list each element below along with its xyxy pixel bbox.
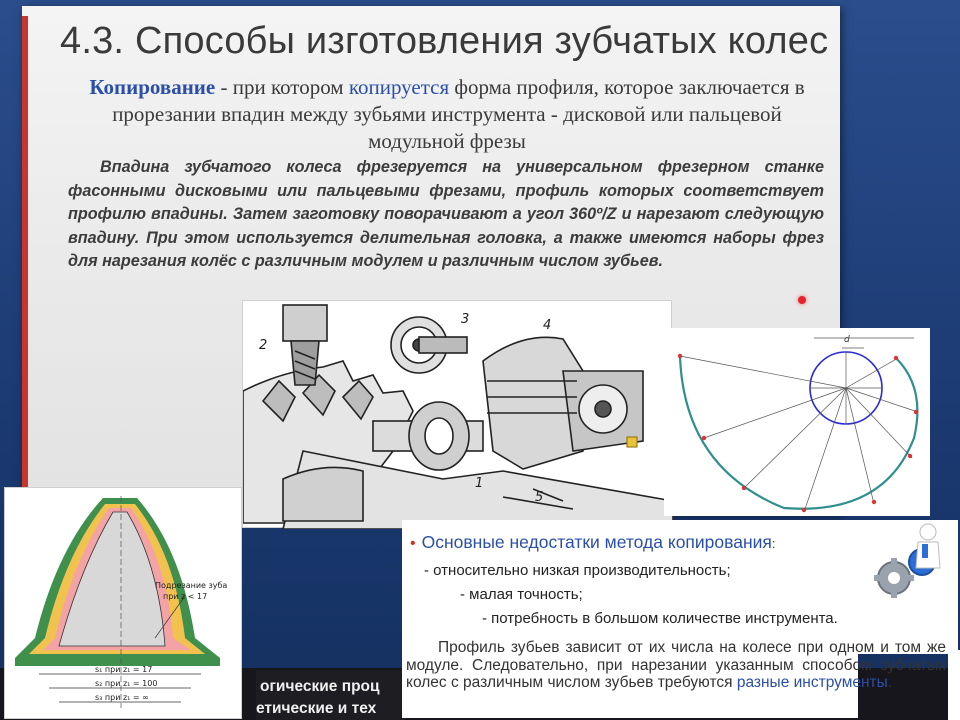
paragraph-text: Профиль зубьев зависит от их числа на колесе при одном и том же модуле. Следовательно, при нарезании указанным способом зубчатых колес с различным числом зубьев требуются — [406, 639, 946, 691]
disadvantages-paragraph — [406, 639, 946, 692]
tooth-profile-figure — [4, 487, 242, 719]
disadvantages-heading-text: Основные недостатки метода копирования — [421, 532, 772, 552]
machine-label-1: 1 — [475, 476, 484, 491]
laser-pointer-dot — [798, 296, 806, 304]
ribbon-line-1: огические проц — [260, 678, 380, 695]
intro-paragraph — [62, 74, 832, 155]
intro-part2: форма профиля, которое заключается в прорезании впадин между зубьями инструмента - дисковой или пальцевой модульной фрезы — [112, 75, 805, 153]
tooth-profile-drawing — [5, 488, 243, 720]
machine-label-3: 3 — [461, 312, 470, 327]
disadvantage-item-3: - потребность в большом количестве инструмента. — [482, 610, 838, 627]
milling-machine-figure — [242, 300, 672, 528]
slide-accent-bar — [22, 16, 28, 504]
machine-label-2: 2 — [259, 338, 268, 353]
disadvantages-box — [402, 520, 946, 718]
slide-title: 4.3. Способы изготовления зубчатых колес — [60, 20, 829, 62]
disadvantages-heading — [410, 532, 860, 553]
tooth-dim-s2: s₂ при z₁ = 100 — [95, 679, 158, 688]
intro-term: Копирование — [89, 75, 216, 99]
disadvantages-heading-colon: : — [771, 536, 776, 551]
paragraph-highlight: разные инструменты — [736, 674, 888, 691]
machine-label-5: 5 — [535, 490, 544, 505]
involute-drawing — [664, 328, 930, 516]
person-gears-icon — [864, 522, 954, 602]
bullet-icon: • — [410, 535, 416, 552]
involute-label-d: d — [844, 335, 850, 345]
bottom-ribbon — [256, 670, 406, 720]
body-paragraph: Впадина зубчатого колеса фрезеруется на универсальном фрезерном станке фасонными дисковыми или пальцевыми фрезами, профиль которых соответствует профилю впадины. Затем заготовку поворачивают а угол 360º/Z и нарезают следующую впадину. При этом используется делительная головка, а также имеются наборы фрез для нарезания колёс с различным модулем и различным числом зубьев. — [68, 158, 824, 270]
milling-machine-drawing — [243, 301, 673, 529]
involute-figure — [664, 328, 930, 516]
page-edge-tab — [948, 650, 960, 720]
disadvantage-item-2: - малая точность; — [460, 586, 583, 603]
intro-part1: - при котором — [215, 75, 349, 99]
paragraph-end: . — [887, 674, 893, 691]
disadvantage-item-1: - относительно низкая производительность; — [424, 562, 731, 579]
tooth-annotation-cond: при z < 17 — [163, 592, 208, 601]
machine-label-4: 4 — [543, 318, 552, 333]
tooth-dim-s1: s₁ при z₁ = 17 — [95, 665, 153, 674]
tooth-annotation: Подрезание зуба — [155, 581, 228, 590]
ribbon-line-2: етические и тех — [256, 700, 377, 717]
intro-keyword: копируется — [348, 75, 450, 99]
tooth-dim-s3: s₃ при z₁ = ∞ — [95, 693, 149, 702]
